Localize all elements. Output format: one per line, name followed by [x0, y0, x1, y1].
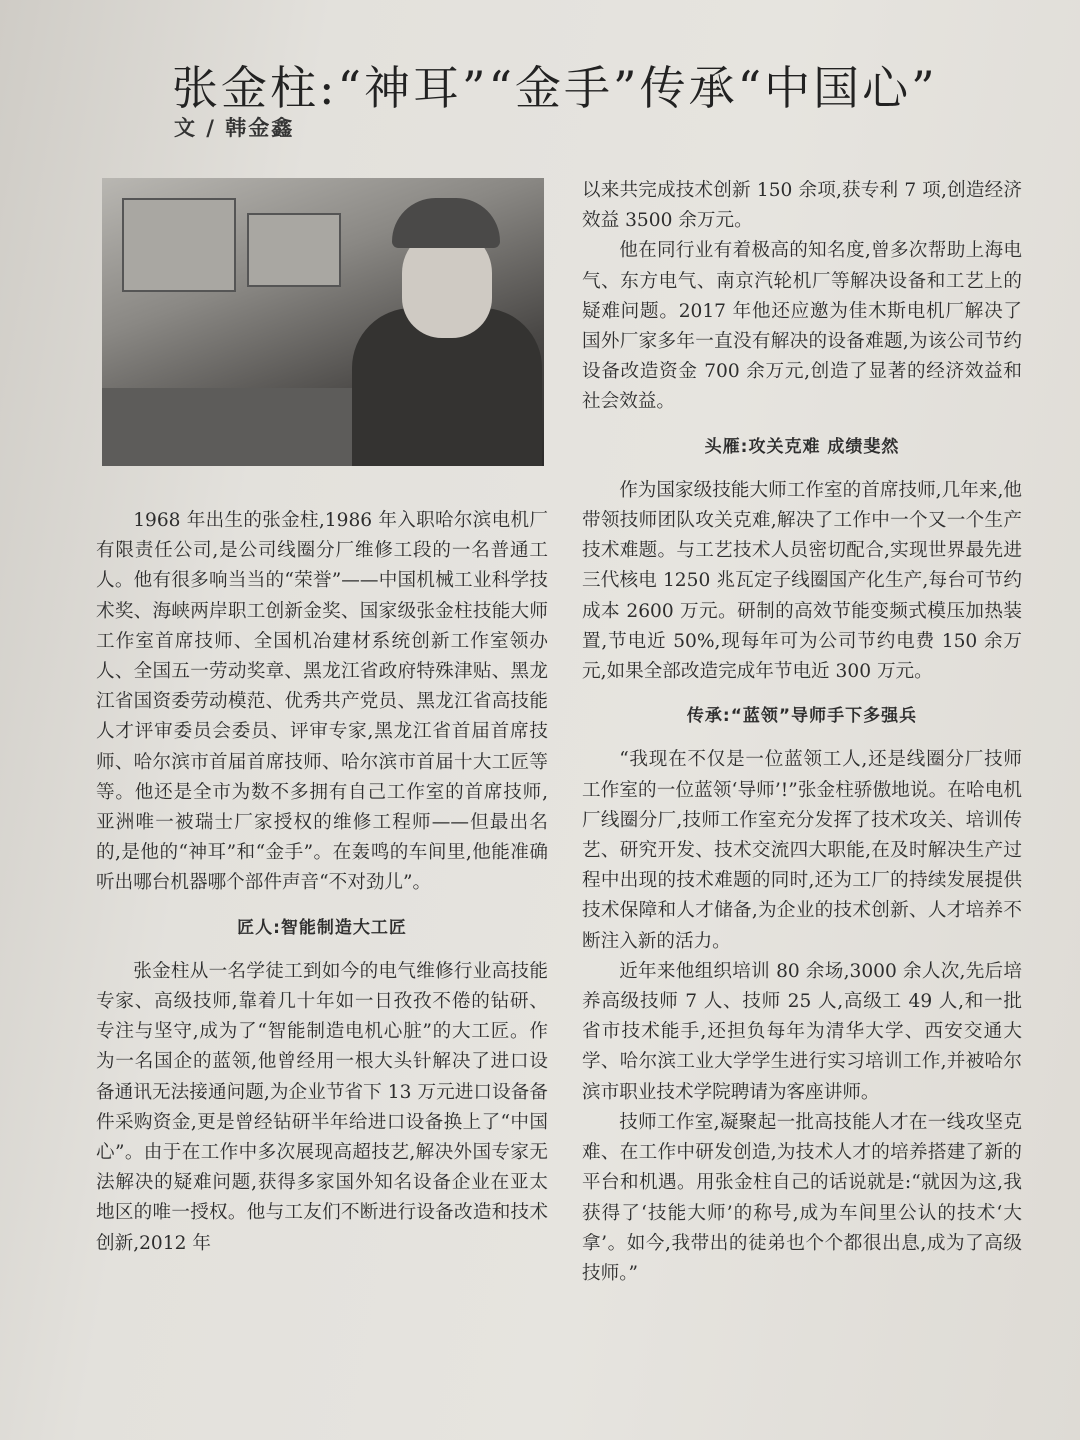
- right-column: [582, 176, 1022, 1289]
- paragraph: 1968 年出生的张金柱,1986 年入职哈尔滨电机厂有限责任公司,是公司线圈分厂维修工段的一名普通工人。他有很多响当当的“荣誉”——中国机械工业科学技术奖、海峡两岸职工创新金奖、国家级张金柱技能大师工作室首席技师、全国机冶建材系统创新工作室领办人、全国五一劳动奖章、黑龙江省政府特殊津贴、黑龙江省国资委劳动模范、优秀共产党员、黑龙江省高技能人才评审委员会委员、评审专家,黑龙江省首届首席技师、哈尔滨市首届首席技师、哈尔滨市首届十大工匠等等。他还是全市为数不多拥有自己工作室的首席技师,亚洲唯一被瑞士厂家授权的维修工程师——但最出名的,是他的“神耳”和“金手”。在轰鸣的车间里,他能准确听出哪台机器哪个部件声音“不对劲儿”。: [96, 510, 548, 894]
- left-column: [96, 506, 548, 1259]
- paragraph-continued: 以来共完成技术创新 150 余项,获专利 7 项,创造经济效益 3500 余万元。: [582, 180, 1022, 232]
- article-title: 张金柱:“神耳”“金手”传承“中国心”: [172, 61, 938, 115]
- wall-board: [122, 198, 236, 292]
- article-byline: 文 / 韩金鑫: [174, 115, 295, 140]
- paragraph: “我现在不仅是一位蓝领工人,还是线圈分厂技师工作室的一位蓝领‘导师’!”张金柱骄傲地说。在哈电机厂线圈分厂,技师工作室充分发挥了技术攻关、培训传艺、研究开发、技术交流四大职能,在及时解决生产过程中出现的技术难题的同时,还为工厂的持续发展提供技术保障和人才储备,为企业的技术创新、人才培养不断注入新的活力。: [582, 749, 1022, 952]
- paragraph: 近年来他组织培训 80 余场,3000 余人次,先后培养高级技师 7 人、技师 25 人,高级工 49 人,和一批省市技术能手,还担负每年为清华大学、西安交通大学、哈尔滨工业大学学生进行实习培训工作,并被哈尔滨市职业技术学院聘请为客座讲师。: [582, 960, 1022, 1103]
- section-heading: 头雁:攻关克难 成绩斐然: [704, 436, 900, 457]
- paragraph: 张金柱从一名学徒工到如今的电气维修行业高技能专家、高级技师,靠着几十年如一日孜孜不倦的钻研、专注与坚守,成为了“智能制造电机心脏”的大工匠。作为一名国企的蓝领,他曾经用一根大头针解决了进口设备通讯无法接通问题,为企业节省下 13 万元进口设备备件采购资金,更是曾经钻研半年给进口设备换上了“中国心”。由于在工作中多次展现高超技艺,解决外国专家无法解决的疑难问题,获得多家国外知名设备企业在亚太地区的唯一授权。他与工友们不断进行设备改造和技术创新,2012 年: [96, 960, 548, 1254]
- workbench: [102, 388, 362, 466]
- paragraph: 作为国家级技能大师工作室的首席技师,几年来,他带领技师团队攻关克难,解决了工作中一个又一个生产技术难题。与工艺技术人员密切配合,实现世界最先进三代核电 1250 兆瓦定子线圈国产化生产,每台可节约成本 2600 万元。研制的高效节能变频式模压加热装置,节电近 50%,现每年可为公司节约电费 150 余万元,如果全部改造完成年节电近 300 万元。: [582, 479, 1022, 683]
- section-heading: 匠人:智能制造大工匠: [237, 917, 407, 938]
- portrait-photo: [102, 178, 544, 466]
- hard-hat: [392, 198, 500, 248]
- paragraph: 他在同行业有着极高的知名度,曾多次帮助上海电气、东方电气、南京汽轮机厂等解决设备和工艺上的疑难问题。2017 年他还应邀为佳木斯电机厂解决了国外厂家多年一直没有解决的设备难题,为该公司节约设备改造资金 700 余万元,创造了显著的经济效益和社会效益。: [582, 240, 1022, 413]
- wall-board: [247, 213, 341, 287]
- section-heading: 传承:“蓝领”导师手下多强兵: [686, 706, 918, 727]
- paragraph: 技师工作室,凝聚起一批高技能人才在一线攻坚克难、在工作中研发创造,为技术人才的培养搭建了新的平台和机遇。用张金柱自己的话说就是:“就因为这,我获得了‘技能大师’的称号,成为车间里公认的技术‘大拿’。如今,我带出的徒弟也个个都很出息,成为了高级技师。”: [582, 1111, 1022, 1284]
